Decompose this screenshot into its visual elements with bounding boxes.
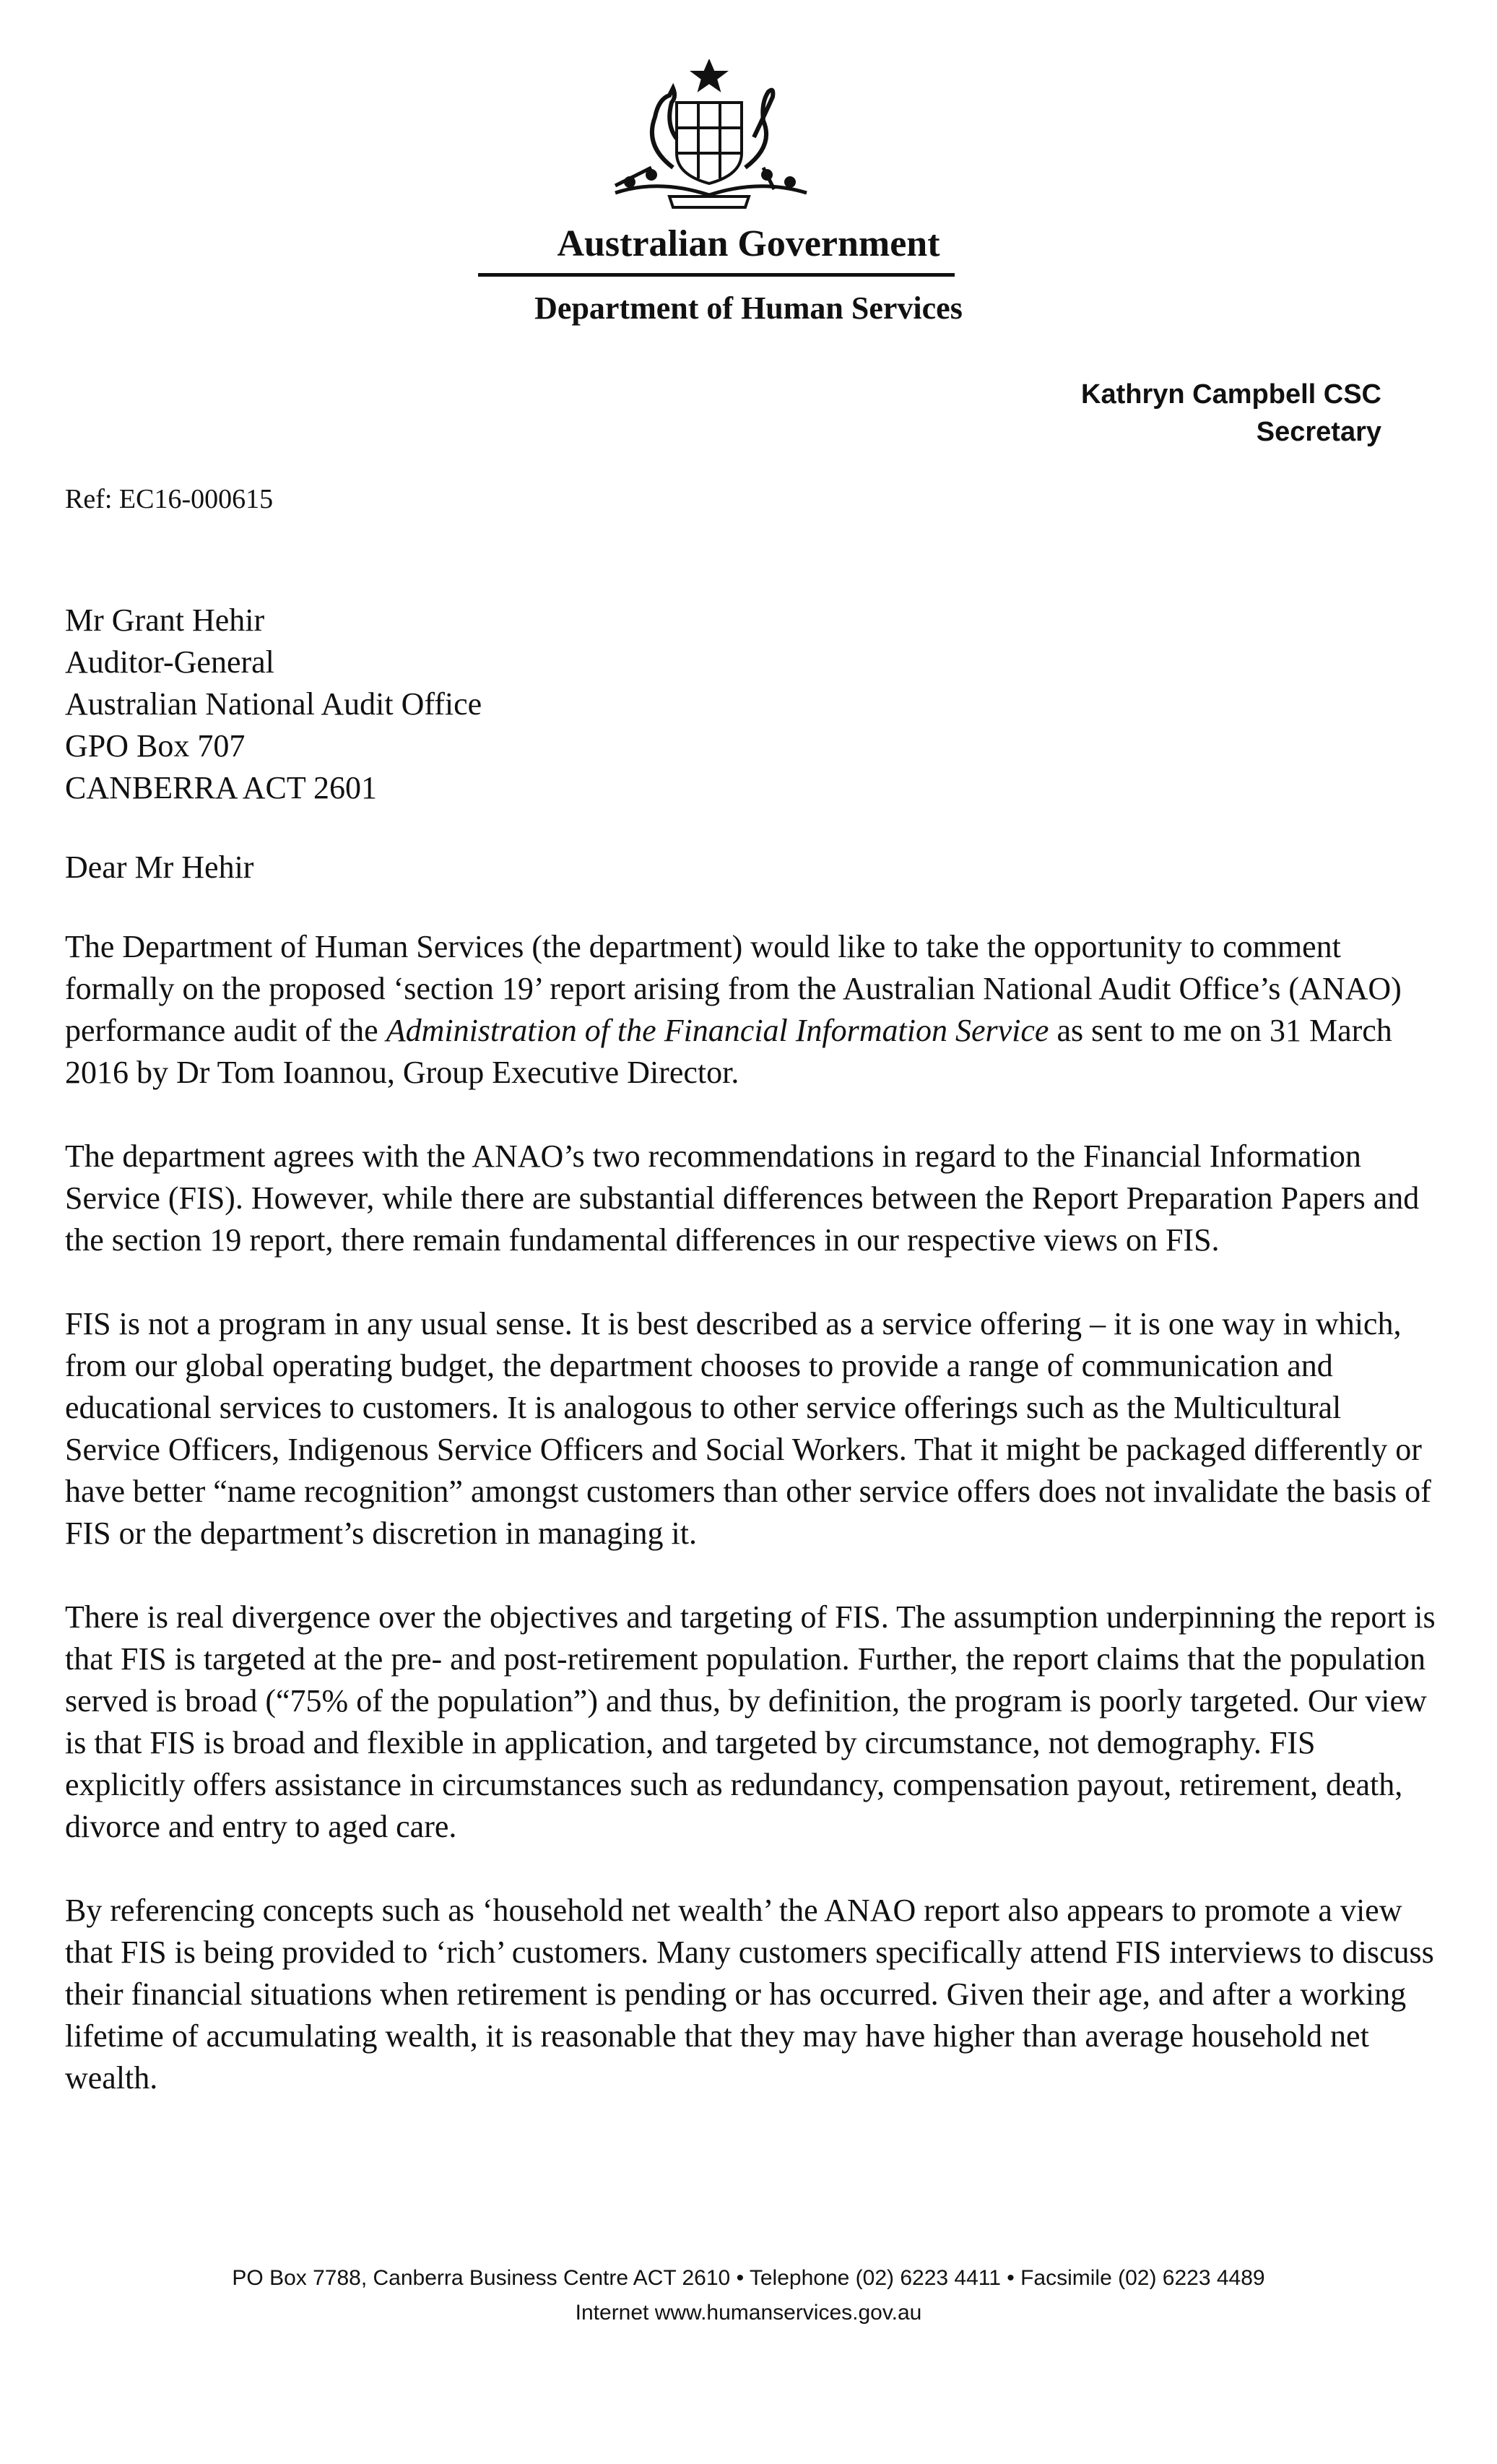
salutation: Dear Mr Hehir [65,850,254,885]
address-line: Mr Grant Hehir [65,602,265,638]
department-name: Department of Human Services [534,290,963,326]
address-line: GPO Box 707 [65,728,246,764]
paragraph [65,926,1437,1094]
paragraph: FIS is not a program in any usual sense. It is best described as a service offering – it is one way in which, from our global operating budget, the department chooses to provide a range of communication and educational services to customers. It is analogous to other service offerings such as the Multicultural Service Officers, Indigenous Service Officers and Social Workers. That it might be packaged differently or have better “name recognition” amongst customers than other service offers does not invalidate the basis of FIS or the department’s discretion in managing it. [65,1306,1431,1551]
paragraph: By referencing concepts such as ‘household net wealth’ the ANAO report also appears to promote a view that FIS is being provided to ‘rich’ customers. Many customers specifically attend FIS interviews to discuss their financial situations when retirement is pending or has occurred. Given their age, and after a working lifetime of accumulating wealth, it is reasonable that they may have higher than average household net wealth. [65,1893,1434,2096]
signatory-title: Secretary [1256,417,1381,447]
paragraph-text: The Department of Human Services (the department) would like to take the opportunity to comment formally on the proposed ‘section 19’ report arising from the Australian National Audit Office’s (ANAO) performance audit of the [65,929,1402,1048]
address-line: CANBERRA ACT 2601 [65,770,377,805]
signatory-block [1081,376,1381,451]
signatory-name: Kathryn Campbell CSC [1081,379,1381,410]
paragraph-text: as sent to me on 31 March 2016 by Dr Tom Ioannou, Group Executive Director. [65,1013,1392,1090]
footer-website: Internet www.humanservices.gov.au [575,2301,922,2325]
reference-number: Ref: EC16-000615 [65,484,274,514]
paragraph: There is real divergence over the objectives and targeting of FIS. The assumption underpinning the report is that FIS is targeted at the pre- and post-retirement population. Further, the report claims that the population served is broad (“75% of the population”) and thus, by definition, the program is poorly targeted. Our view is that FIS is broad and flexible in application, and targeted by circumstance, not demography. FIS explicitly offers assistance in circumstances such as redundancy, compensation payout, retirement, death, divorce and entry to aged care. [65,1599,1436,1844]
footer [0,2261,1497,2330]
address-line: Auditor-General [65,644,274,680]
coat-of-arms-icon [601,59,817,211]
letter-body [65,926,1437,2141]
recipient-address [65,600,482,809]
audit-title: Administration of the Financial Information Service [386,1013,1049,1048]
government-title: Australian Government [557,223,940,264]
address-line: Australian National Audit Office [65,686,482,722]
title-divider [478,273,955,277]
paragraph: The department agrees with the ANAO’s two recommendations in regard to the Financial Information Service (FIS). However, while there are substantial differences between the Report Preparation Papers and the section 19 report, there remain fundamental differences in our respective views on FIS. [65,1138,1420,1258]
footer-contact: PO Box 7788, Canberra Business Centre ACT 2610 • Telephone (02) 6223 4411 • Facsimile (02) 6223 4489 [232,2266,1265,2290]
